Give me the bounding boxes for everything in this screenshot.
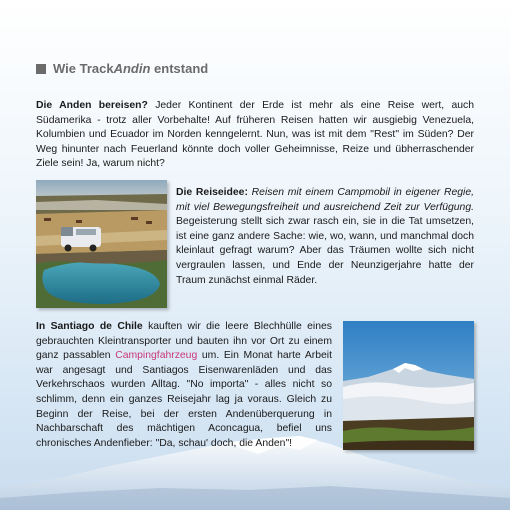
paragraph-lead: Die Anden bereisen? — [36, 100, 148, 111]
paragraph-lead: Die Reiseidee: — [176, 187, 248, 198]
paragraph-text: Begeisterung stellt sich zwar rasch ein, sie in die Tat umsetzen, ist eine ganz andere Sache: wie, wo, wann, und manchmal doch kleinlaut gefragt warum? Aber das Träumen wollte sich nicht vergraulen lassen, und Ende der Neunzigerjahre hatte der Traum zunächst einmal Räder. — [176, 216, 474, 286]
paragraph-text: Jeder Kontinent der Erde ist mehr als eine Reise wert, auch Südamerika - trotz aller Vorbehalte! Auf früheren Reisen hatten wir ausgiebig Venezuela, Kolumbien und Ecuador im Norden kenngelernt. Nun, was ist mit dem "Rest" im Süden? Der Weg hinunter nach Feuerland könnte doch voller Geheimnisse, Reize und übherraschender Ziele sein! Ja, warum nicht? — [36, 100, 474, 170]
square-bullet-icon — [36, 64, 46, 74]
paragraph-italic: Reisen mit einem Campmobil in eigener Regie, mit viel Bewegungsfreiheit und ausreichend Zeit zur Verfügung. — [176, 187, 474, 213]
section-title — [36, 61, 208, 76]
title-prefix: Wie Track — [53, 61, 114, 76]
paragraph-lead: In Santiago de Chile — [36, 321, 143, 332]
campingfahrzeug-link[interactable]: Campingfahrzeug — [115, 350, 198, 362]
photo-aconcagua — [343, 321, 474, 450]
photo-camper-van — [36, 180, 167, 308]
paragraph-santiago — [36, 320, 332, 451]
title-brand: Andin — [113, 61, 151, 76]
paragraph-reiseidee — [176, 186, 474, 288]
title-suffix: entstand — [150, 61, 209, 76]
paragraph-text: kauften wir die leere Blechhülle eines gebrauchten Kleintransporter und bauten ihn vor Ort zu einem ganz passablen — [36, 321, 332, 362]
paragraph-anden-bereisen — [36, 99, 474, 172]
paragraph-text: um. Ein Monat harte Arbeit war angesagt und Santiagos Eisenwarenläden und das Verkehrschaos wurden Alltag. "No importa" - alles nicht so schlimm, denn ein ganzes Reisejahr lag ja voraus. Gleich zu Beginn der Reise, bei der ersten Andenüberquerung in Nachbarschaft des mächtigen Aconcagua, befiel uns chronisches Andenfieber: "Da, schau' doch, die Anden"! — [36, 350, 332, 449]
